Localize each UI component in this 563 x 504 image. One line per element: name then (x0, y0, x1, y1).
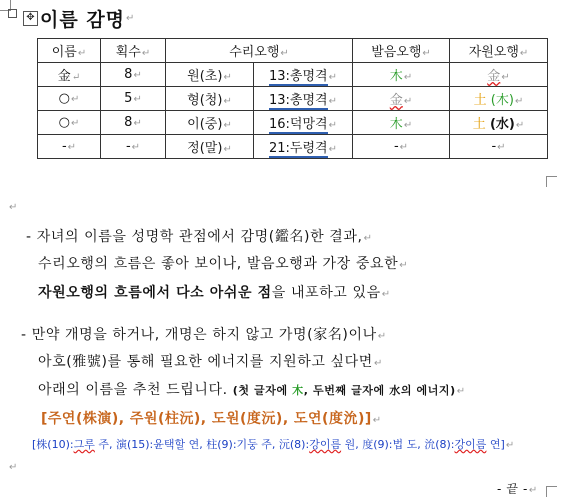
title-row (8, 4, 134, 32)
end-mark: - 끝 -↵ (497, 482, 538, 496)
para2-line2: 아호(雅號)를 통해 필요한 에너지를 지원하고 싶다면↵ (38, 354, 383, 370)
cell-jawon: 土 (水)↵ (450, 111, 548, 135)
cell-name: ○↵ (38, 87, 101, 111)
cell-char: 형(청)↵ (166, 87, 254, 111)
header-name: 이름↵ (38, 39, 101, 63)
cell-jawon: -↵ (450, 135, 548, 159)
cell-name: -↵ (38, 135, 101, 159)
empty-paragraph: ↵ (9, 202, 18, 213)
page-corner-mark (546, 486, 557, 497)
cell-suri: 13:총명격↵ (254, 63, 353, 87)
table-header-row (38, 39, 548, 63)
cell-strokes: 8↵ (101, 63, 166, 87)
para1-line1: - 자녀의 이름을 성명학 관점에서 감명(鑑名)한 결과,↵ (26, 229, 373, 245)
header-jawon: 자원오행↵ (450, 39, 548, 63)
cell-suri: 16:덕망격↵ (254, 111, 353, 135)
cell-balum: -↵ (353, 135, 450, 159)
hanja-meanings: [株(10):그루 주, 演(15):윤택할 연, 柱(9):기둥 주, 沅(8):강이름 원, 度(9):법 도, 沇(8):강이름 연]↵ (32, 438, 515, 451)
cell-name: ○↵ (38, 111, 101, 135)
header-suri: 수리오행↵ (166, 39, 353, 63)
cell-char: 정(말)↵ (166, 135, 254, 159)
cell-suri: 13:총명격↵ (254, 87, 353, 111)
table-row (38, 63, 548, 87)
cell-jawon: 金↵ (450, 63, 548, 87)
cell-char: 이(중)↵ (166, 111, 254, 135)
name-analysis-table (37, 38, 548, 159)
energy-note: (첫 글자에 木, 두번째 글자에 水의 에너지) (232, 384, 456, 397)
table-row (38, 111, 548, 135)
cell-char: 원(초)↵ (166, 63, 254, 87)
cell-strokes: 5↵ (101, 87, 166, 111)
table-move-handle-icon[interactable]: ✥ (23, 11, 38, 26)
page-corner-mark (546, 176, 557, 187)
cell-balum: 木↵ (353, 63, 450, 87)
empty-paragraph: ↵ (9, 462, 18, 473)
cell-strokes: 8↵ (101, 111, 166, 135)
table-row (38, 135, 548, 159)
table-row (38, 87, 548, 111)
cell-name: 金↵ (38, 63, 101, 87)
page-title: 이름 감명 (40, 8, 126, 31)
cell-balum: 木↵ (353, 111, 450, 135)
header-strokes: 획수↵ (101, 39, 166, 63)
cell-jawon: 土 (木)↵ (450, 87, 548, 111)
cell-strokes: -↵ (101, 135, 166, 159)
cell-balum: 金↵ (353, 87, 450, 111)
header-balum: 발음오행↵ (353, 39, 450, 63)
para2-line3: 아래의 이름을 추천 드립니다. (첫 글자에 木, 두번째 글자에 水의 에너지)↵ (38, 382, 466, 398)
cell-suri: 21:두령격↵ (254, 135, 353, 159)
paragraph-box-icon (8, 9, 17, 18)
para1-line2: 수리오행의 흐름은 좋아 보이나, 발음오행과 가장 중요한↵ (38, 256, 409, 272)
recommended-names: [주연(株演), 주원(柱沅), 도원(度沅), 도연(度沇)]↵ (41, 411, 382, 427)
paragraph-mark: ↵ (126, 12, 135, 24)
para1-line3: 자원오행의 흐름에서 다소 아쉬운 점을 내포하고 있음↵ (38, 285, 391, 301)
para2-line1: - 만약 개명을 하거나, 개명은 하지 않고 가명(家名)이나↵ (21, 327, 387, 343)
